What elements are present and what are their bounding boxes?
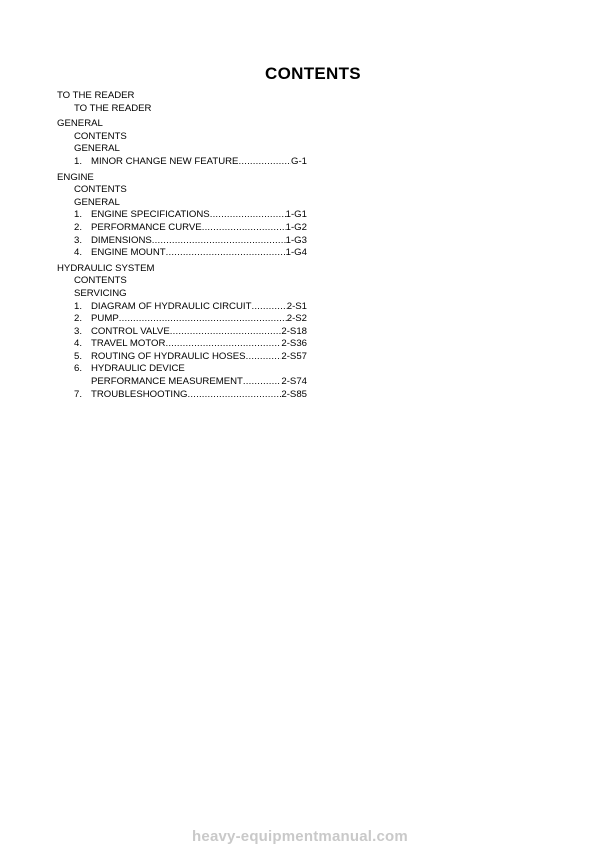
toc-entry[interactable]: [57, 156, 307, 169]
toc-entry[interactable]: [57, 389, 307, 402]
subsection-link[interactable]: GENERAL: [74, 143, 120, 155]
entry-page-number: 1-G2: [285, 221, 307, 233]
entry-label: ENGINE MOUNT: [91, 247, 166, 259]
toc-entry[interactable]: [57, 222, 307, 235]
dot-leader: [170, 326, 282, 339]
entry-number: 1.: [74, 155, 83, 167]
section-heading[interactable]: ENGINE: [57, 171, 94, 183]
entry-label: DIMENSIONS: [91, 234, 152, 246]
section-heading[interactable]: HYDRAULIC SYSTEM: [57, 262, 155, 274]
entry-number: 4.: [74, 338, 83, 350]
entry-page-number: 1-G3: [285, 234, 307, 246]
table-of-contents: [57, 90, 307, 404]
dot-leader: [210, 209, 286, 222]
toc-entry[interactable]: [57, 209, 307, 222]
dot-leader: [202, 222, 286, 235]
entry-label: ENGINE SPECIFICATIONS: [91, 209, 210, 221]
watermark: heavy-equipmentmanual.com: [192, 828, 408, 845]
dot-leader: [166, 247, 286, 260]
section-heading[interactable]: GENERAL: [57, 118, 103, 130]
entry-page-number: 1-G4: [285, 247, 307, 259]
entry-number: 6.: [74, 363, 83, 375]
entry-label: TROUBLESHOOTING: [91, 388, 188, 400]
toc-entry[interactable]: [57, 363, 307, 376]
dot-leader: [251, 301, 286, 314]
toc-section: [57, 172, 307, 260]
toc-entry[interactable]: [57, 235, 307, 248]
dot-leader: [119, 313, 287, 326]
subsection-link[interactable]: CONTENTS: [74, 130, 127, 142]
toc-entry[interactable]: [57, 338, 307, 351]
page-title: CONTENTS: [265, 64, 361, 83]
entry-page-number: 2-S36: [281, 338, 307, 350]
entry-page-number: 2-S2: [286, 313, 307, 325]
entry-label: PERFORMANCE CURVE: [91, 221, 202, 233]
toc-entry[interactable]: [57, 301, 307, 314]
toc-entry[interactable]: [57, 247, 307, 260]
entry-label-continued: PERFORMANCE MEASUREMENT: [91, 376, 243, 388]
toc-section: [57, 90, 307, 115]
dot-leader: [187, 389, 281, 402]
entry-number: 4.: [74, 247, 83, 259]
entry-number: 2.: [74, 221, 83, 233]
subsection-link[interactable]: TO THE READER: [74, 102, 152, 114]
entry-label: DIAGRAM OF HYDRAULIC CIRCUIT: [91, 300, 252, 312]
entry-label: HYDRAULIC DEVICE: [91, 363, 185, 375]
toc-entry[interactable]: [57, 313, 307, 326]
toc-entry-continued[interactable]: [57, 376, 307, 389]
entry-page-number: 2-S74: [281, 376, 307, 388]
subsection-link[interactable]: SERVICING: [74, 287, 127, 299]
subsection-link[interactable]: CONTENTS: [74, 184, 127, 196]
entry-label: ROUTING OF HYDRAULIC HOSES: [91, 350, 246, 362]
dot-leader: [152, 235, 286, 248]
dot-leader: [246, 351, 282, 364]
entry-number: 5.: [74, 350, 83, 362]
dot-leader: [243, 376, 281, 389]
dot-leader: [238, 156, 291, 169]
entry-number: 1.: [74, 300, 83, 312]
entry-label: CONTROL VALVE: [91, 325, 170, 337]
toc-entry[interactable]: [57, 351, 307, 364]
entry-page-number: 2-S85: [281, 388, 307, 400]
subsection-link[interactable]: GENERAL: [74, 196, 120, 208]
entry-page-number: 2-S1: [286, 300, 307, 312]
entry-number: 3.: [74, 325, 83, 337]
entry-number: 3.: [74, 234, 83, 246]
toc-section: [57, 263, 307, 402]
toc-entry[interactable]: [57, 326, 307, 339]
entry-label: MINOR CHANGE NEW FEATURE: [91, 155, 239, 167]
subsection-link[interactable]: CONTENTS: [74, 275, 127, 287]
entry-page-number: 2-S18: [281, 325, 307, 337]
dot-leader: [165, 338, 281, 351]
entry-number: 1.: [74, 209, 83, 221]
entry-label: PUMP: [91, 313, 119, 325]
entry-number: 7.: [74, 388, 83, 400]
entry-page-number: 2-S57: [281, 350, 307, 362]
entry-label: TRAVEL MOTOR: [91, 338, 166, 350]
entry-number: 2.: [74, 313, 83, 325]
section-heading[interactable]: TO THE READER: [57, 90, 135, 101]
entry-page-number: 1-G1: [285, 209, 307, 221]
entry-page-number: G-1: [291, 155, 307, 167]
toc-section: [57, 118, 307, 168]
